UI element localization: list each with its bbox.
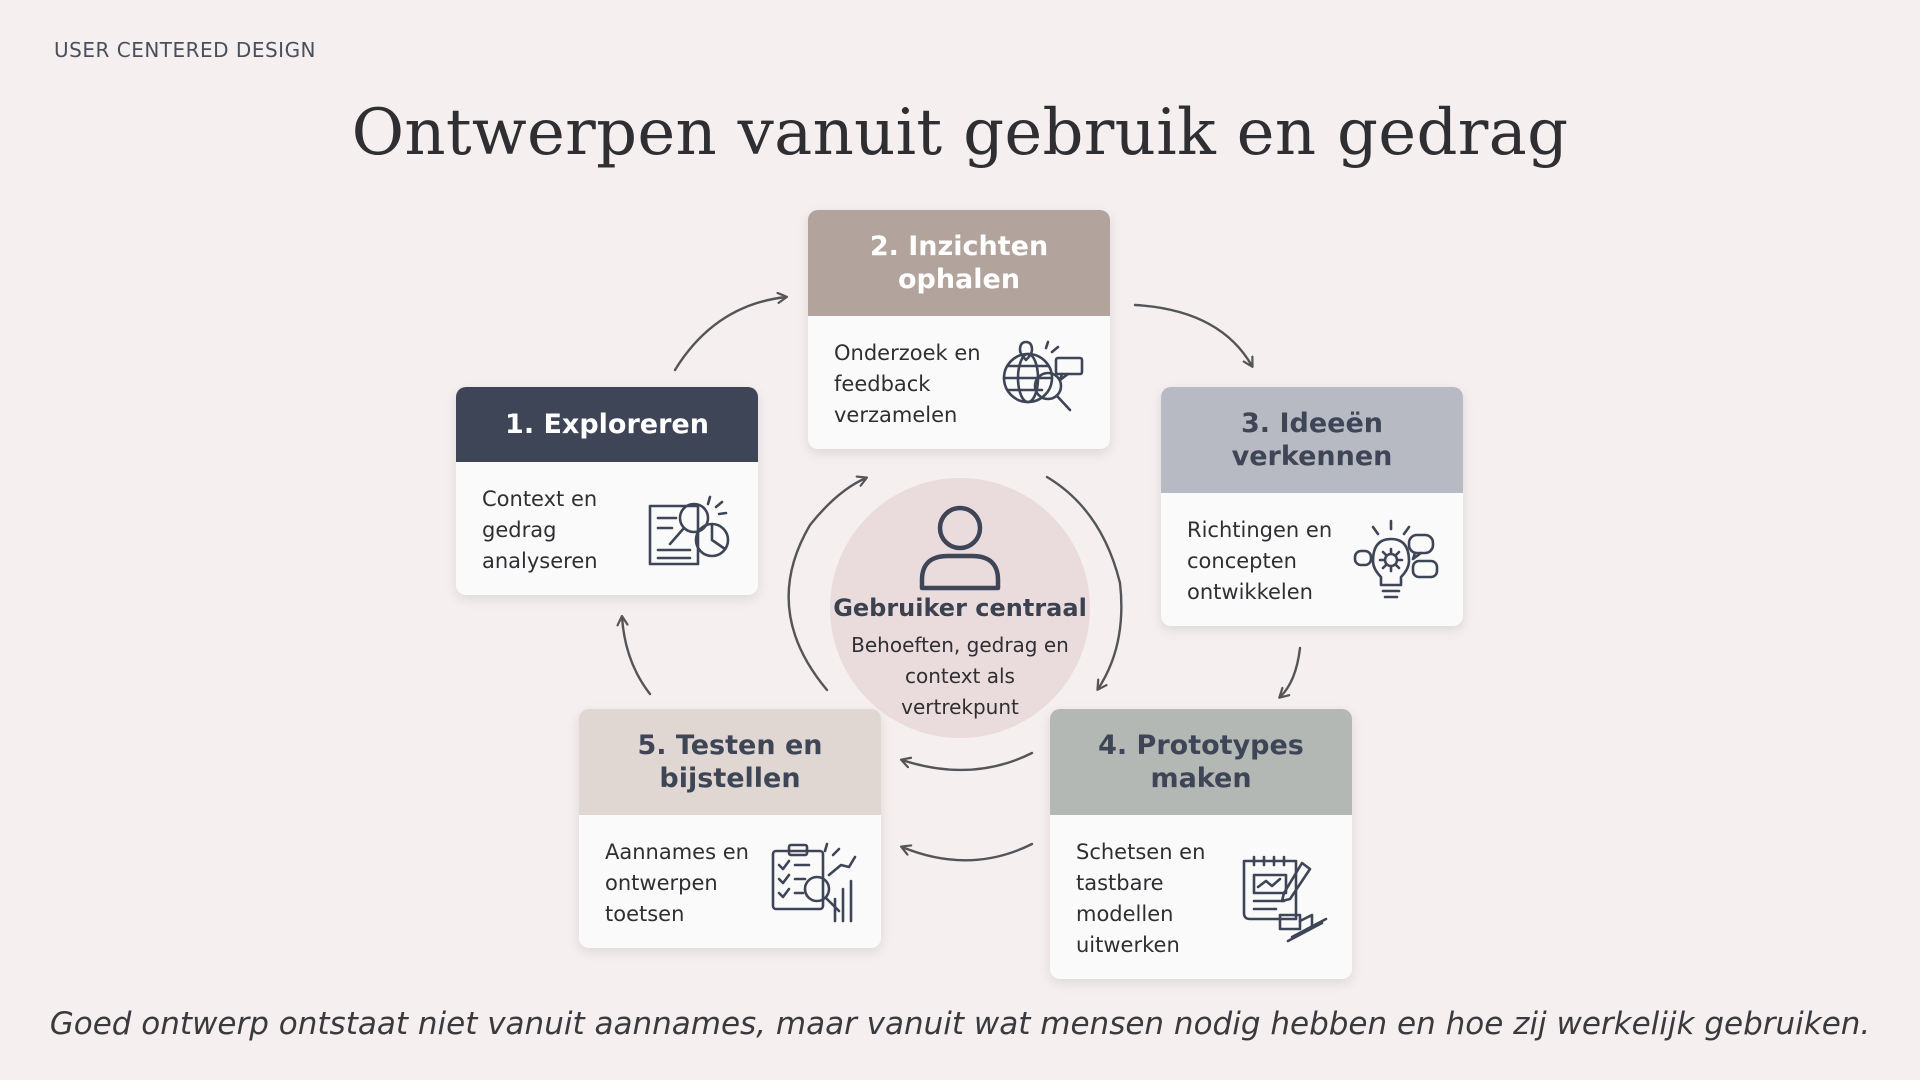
user-icon bbox=[918, 502, 1002, 592]
step-1-title: 1. Exploreren bbox=[505, 409, 709, 440]
lightbulb-gear-chat-icon bbox=[1351, 513, 1441, 603]
step-4-header bbox=[1050, 709, 1352, 815]
step-5-header bbox=[579, 709, 881, 815]
center-description: Behoeften, gedrag en context als vertrekpunt bbox=[851, 633, 1069, 719]
step-4-description: Schetsen en tastbare modellen uitwerken bbox=[1076, 840, 1206, 957]
step-5-title: 5. Testen en bijstellen bbox=[637, 730, 823, 794]
arrow-inner-bottom bbox=[902, 753, 1032, 770]
page-title: Ontwerpen vanuit gebruik en gedrag bbox=[351, 96, 1569, 170]
step-card-5 bbox=[579, 709, 881, 948]
document-search-chart-icon bbox=[646, 488, 736, 578]
step-3-header bbox=[1161, 387, 1463, 493]
arrow-5-to-1 bbox=[622, 617, 650, 694]
arrow-3-to-4 bbox=[1280, 648, 1300, 697]
arrow-2-to-3 bbox=[1135, 305, 1252, 366]
eyebrow-label: USER CENTERED DESIGN bbox=[54, 38, 317, 62]
arrow-1-to-2 bbox=[675, 297, 786, 370]
step-card-4 bbox=[1050, 709, 1352, 979]
step-5-description: Aannames en ontwerpen toetsen bbox=[605, 840, 749, 926]
step-1-header bbox=[456, 387, 758, 462]
globe-search-chat-icon bbox=[998, 338, 1088, 428]
step-2-title: 2. Inzichten ophalen bbox=[869, 231, 1049, 295]
checklist-search-chart-icon bbox=[769, 837, 859, 927]
step-card-3 bbox=[1161, 387, 1463, 626]
step-3-title: 3. Ideeën verkennen bbox=[1231, 408, 1393, 472]
step-card-2 bbox=[808, 210, 1110, 449]
center-user-circle bbox=[830, 478, 1090, 738]
footer-quote: Goed ontwerp ontstaat niet vanuit aannames, maar vanuit wat mensen nodig hebben en hoe zij werkelijk gebruiken. bbox=[49, 1006, 1871, 1042]
step-1-description: Context en gedrag analyseren bbox=[482, 487, 598, 573]
step-card-1 bbox=[456, 387, 758, 595]
step-4-title: 4. Prototypes maken bbox=[1098, 730, 1304, 794]
center-title: Gebruiker centraal bbox=[833, 594, 1087, 622]
step-2-header bbox=[808, 210, 1110, 316]
sketchpad-pencil-blocks-icon bbox=[1240, 853, 1330, 943]
arrow-4-to-5-outer bbox=[902, 844, 1032, 860]
step-3-description: Richtingen en concepten ontwikkelen bbox=[1187, 518, 1333, 604]
step-2-description: Onderzoek en feedback verzamelen bbox=[834, 341, 981, 427]
